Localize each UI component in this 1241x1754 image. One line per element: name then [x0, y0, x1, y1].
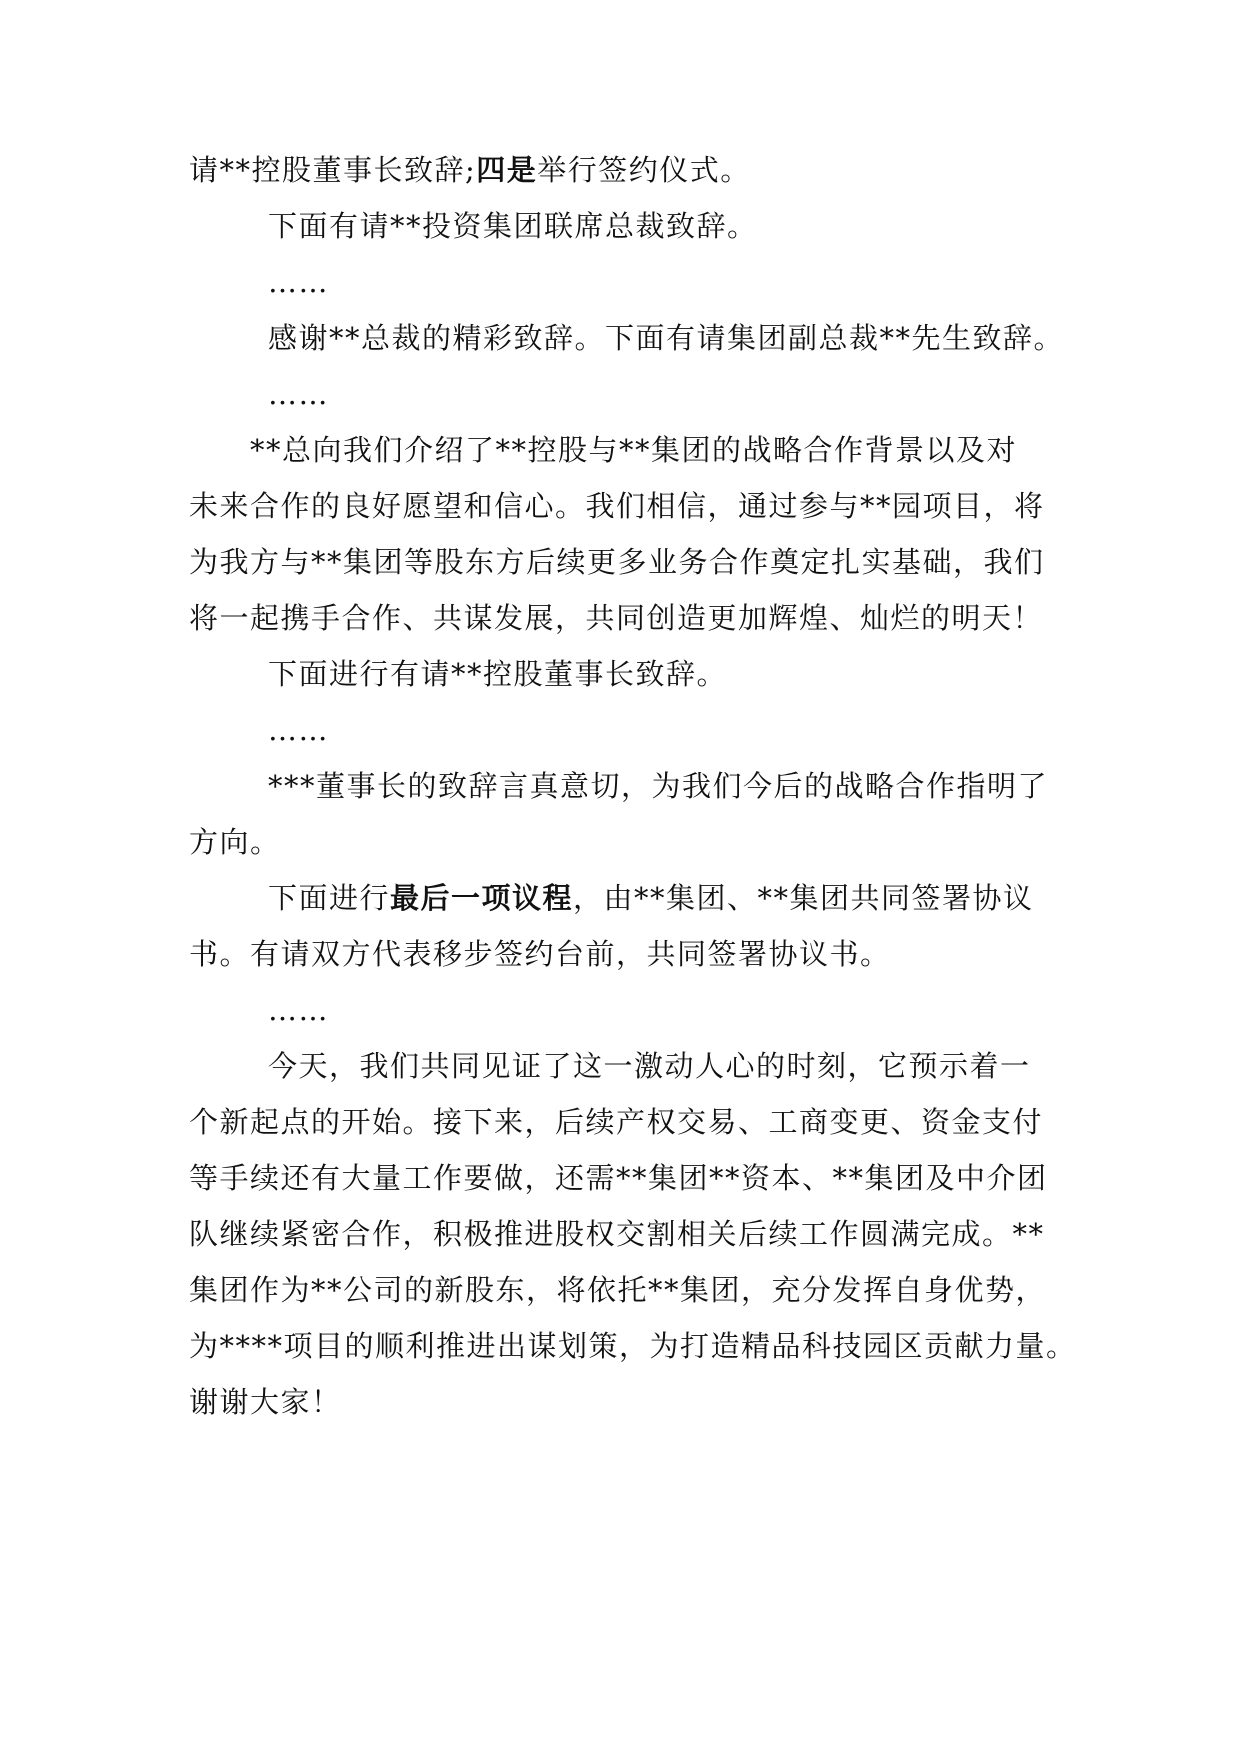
- paragraph-line-14: 下面进行最后一项议程，由**集团、**集团共同签署协议: [268, 881, 1034, 915]
- paragraph-line-13: 方向。: [189, 825, 281, 859]
- paragraph-line-15: 书。有请双方代表移步签约台前，共同签署协议书。: [189, 937, 891, 971]
- paragraph-line-2: 下面有请**投资集团联席总裁致辞。: [268, 209, 758, 243]
- ellipsis-4: ……: [268, 993, 329, 1027]
- paragraph-line-17: 今天，我们共同见证了这一激动人心的时刻，它预示着一: [268, 1049, 1031, 1083]
- paragraph-line-12: ***董事长的致辞言真意切，为我们今后的战略合作指明了: [268, 769, 1049, 803]
- paragraph-line-8: 为我方与**集团等股东方后续更多业务合作奠定扎实基础，我们: [189, 545, 1045, 579]
- paragraph-line-4: 感谢**总裁的精彩致辞。下面有请集团副总裁**先生致辞。: [268, 321, 1065, 355]
- paragraph-line-10: 下面进行有请**控股董事长致辞。: [268, 657, 728, 691]
- paragraph-line-6: **总向我们介绍了**控股与**集团的战略合作背景以及对: [250, 433, 1018, 467]
- paragraph-line-21: 集团作为**公司的新股东，将依托**集团，充分发挥自身优势，: [189, 1273, 1047, 1307]
- paragraph-line-1: 请**控股董事长致辞;四是举行签约仪式。: [189, 153, 751, 187]
- ellipsis-3: ……: [268, 713, 329, 747]
- bold-phrase-last-agenda: 最后一项议程: [390, 881, 574, 915]
- paragraph-line-20: 队继续紧密合作，积极推进股权交割相关后续工作圆满完成。**: [189, 1217, 1045, 1251]
- paragraph-line-19: 等手续还有大量工作要做，还需**集团**资本、**集团及中介团: [189, 1161, 1048, 1195]
- ellipsis-2: ……: [268, 377, 329, 411]
- bold-phrase-fourth: 四是: [476, 153, 538, 187]
- paragraph-line-9: 将一起携手合作、共谋发展，共同创造更加辉煌、灿烂的明天！: [189, 601, 1044, 635]
- ellipsis-1: ……: [268, 265, 329, 299]
- paragraph-line-18: 个新起点的开始。接下来，后续产权交易、工商变更、资金支付: [189, 1105, 1044, 1139]
- paragraph-line-22: 为****项目的顺利推进出谋划策，为打造精品科技园区贡献力量。: [189, 1329, 1077, 1363]
- paragraph-line-7: 未来合作的良好愿望和信心。我们相信，通过参与**园项目，将: [189, 489, 1045, 523]
- paragraph-line-23: 谢谢大家！: [189, 1385, 342, 1419]
